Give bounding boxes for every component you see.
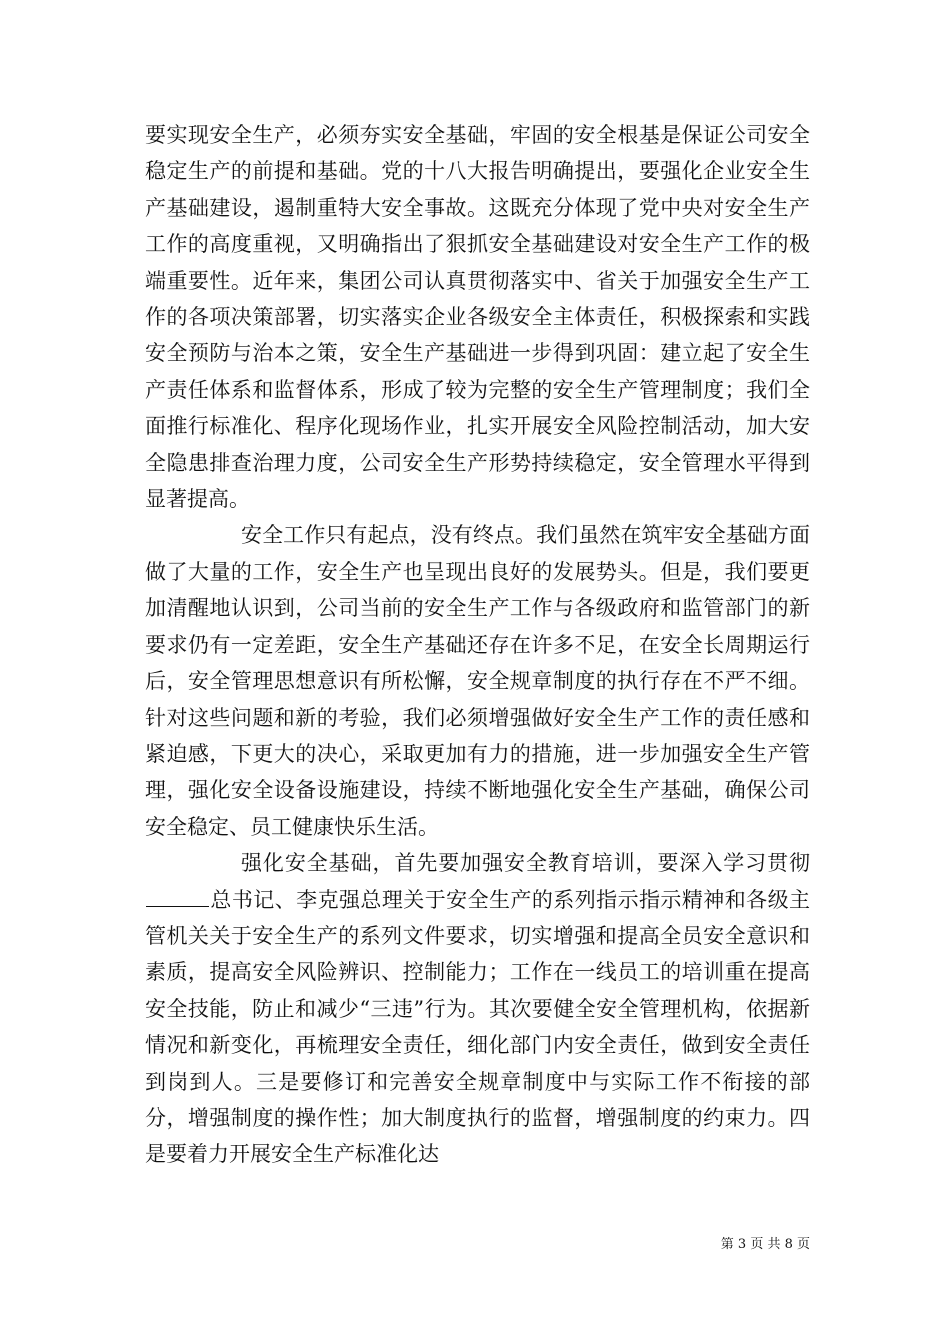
- paragraph-1: 要实现安全生产，必须夯实安全基础，牢固的安全根基是保证公司安全稳定生产的前提和基础。党的十八大报告明确提出，要强化企业安全生产基础建设，遏制重特大安全事故。这既充分体现了党中央对安全生产工作的高度重视，又明确指出了狠抓安全基础建设对安全生产工作的极端重要性。近年来，集团公司认真贯彻落实中、省关于加强安全生产工作的各项决策部署，切实落实企业各级安全主体责任，积极探索和实践安全预防与治本之策，安全生产基础进一步得到巩固：建立起了安全生产责任体系和监督体系，形成了较为完整的安全生产管理制度；我们全面推行标准化、程序化现场作业，扎实开展安全风险控制活动，加大安全隐患排查治理力度，公司安全生产形势持续稳定，安全管理水平得到显著提高。: [145, 123, 810, 512]
- paragraph-3-rest: 总书记、李克强总理关于安全生产的系列指示指示精神和各级主管机关关于安全生产的系列文件要求，切实增强和提高全员安全意识和素质，提高安全风险辨识、控制能力；工作在一线员工的培训重在提高安全技能，防止和减少“三违”行为。其次要健全安全管理机构，依据新情况和新变化，再梳理安全责任，细化部门内安全责任，做到安全责任到岗到人。三是要修订和完善安全规章制度中与实际工作不衔接的部分，增强制度的操作性；加大制度执行的监督，增强制度的约束力。四是要着力开展安全生产标准化达: [145, 887, 810, 1167]
- paragraph-3: [145, 845, 810, 1173]
- blank-underline: [146, 905, 209, 907]
- page-number-footer: 第 3 页 共 8 页: [720, 1237, 810, 1252]
- document-body: [145, 117, 810, 1173]
- paragraph-3-start: 强化安全基础，首先要加强安全教育培训，要深入学习贯彻: [241, 851, 810, 876]
- paragraph-2: 安全工作只有起点，没有终点。我们虽然在筑牢安全基础方面做了大量的工作，安全生产也呈现出良好的发展势头。但是，我们要更加清醒地认识到，公司当前的安全生产工作与各级政府和监管部门的新要求仍有一定差距，安全生产基础还存在许多不足，在安全长周期运行后，安全管理思想意识有所松懈，安全规章制度的执行存在不严不细。针对这些问题和新的考验，我们必须增强做好安全生产工作的责任感和紧迫感，下更大的决心，采取更加有力的措施，进一步加强安全生产管理，强化安全设备设施建设，持续不断地强化安全生产基础，确保公司安全稳定、员工健康快乐生活。: [145, 523, 810, 839]
